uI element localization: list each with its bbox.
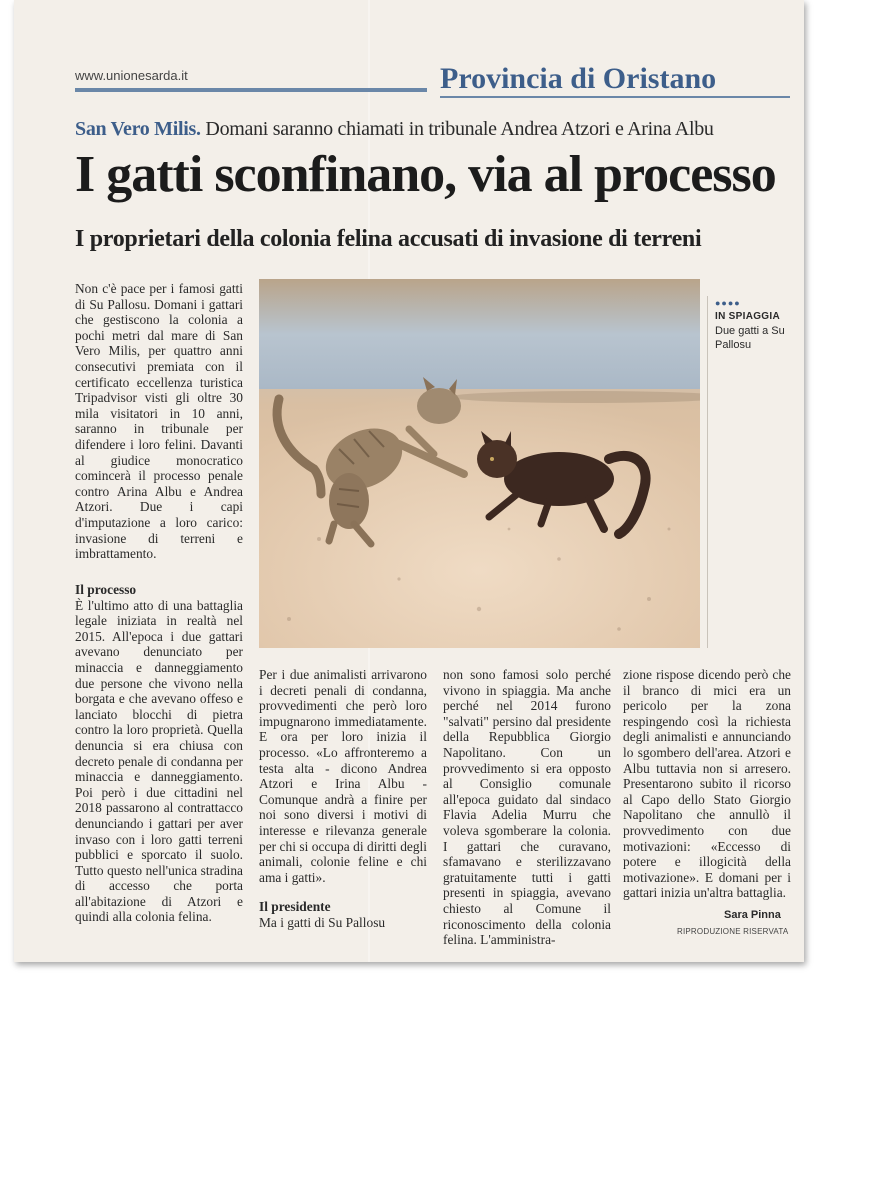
kicker-place: San Vero Milis. [75,118,201,140]
subtitle-presidente: Il presidente [259,899,331,915]
paragraph-animalisti: Per i due animalisti arrivarono i decreti penali di condanna, provvedimenti che però loro impugnarono immediatamente. E ora per loro inizia il processo. «Lo affronteremo a testa alta - dicono Andrea Atzori e Irina Albu - Comunque andrà a finire per noi sono diversi i motivi di interesse e rilevanza generale per chi si occupa di diritti degli animali, colonie feline e chi ama i gatti». [259,667,427,885]
subtitle-processo: Il processo [75,582,137,597]
paragraph-presidente-start: Ma i gatti di Su Pallosu [259,914,386,930]
paragraph-ricorso: zione rispose dicendo però che il branco di mici era un pericolo per la zona respingendo così la richiesta degli animalisti e annunciando lo sgombero dell'area. Atzori e Albu tuttavia non si arresero. Presentarono subito il ricorso al Capo dello Stato Giorgio Napolitano che annullò il provvedimento con due motivazioni: «Eccesso di potere e illogicità della motivazione». E domani per i gattari inizia un'altra battaglia. [623,667,791,901]
cats-photo [259,279,700,648]
caption-divider [707,296,708,648]
paragraph-napolitano: non sono famosi solo perché vivono in spiaggia. Ma anche perché nel 2014 furono "salvati" persino dal presidente della Repubblica Giorgio Napolitano. Con un provvedimento si era opposto al Consiglio comunale all'epoca guidato dal sindaco Flavia Adelia Murru che voleva sgomberare la colonia. I gattari che curavano, sfamavano e sterilizzavano gratuitamente tutti i gatti presenti in spiaggia, avevano chiesto al Comune il riconoscimento della colonia felina. L'amministra- [443,667,611,948]
subheadline: I proprietari della colonia felina accusati di invasione di terreni [75,226,702,252]
paragraph-processo: È l'ultimo atto di una battaglia legale iniziata in realtà nel 2015. All'epoca i due gattari avevano denunciato per minaccia e danneggiamento due persone che vivono nella borgata e che avevano offeso e lanciato blocchi di pietra contro la loro proprietà. Quella denuncia si era chiusa con decreto penale di condanna per minaccia e danneggiamento. Poi però i due cittadini nel 2018 passarono al contrattacco denunciando i gattari per aver invaso con i loro gatti terreni pubblici e sporcato il suolo. Tutto questo nell'unica stradina di accesso che porta all'abitazione di Atzori e quindi alla colonia felina. [75,597,243,925]
caption-text: Due gatti a Su Pallosu [715,325,785,351]
column-2 [259,667,427,931]
headline: I gatti sconfinano, via al processo [75,146,776,203]
rights-notice: RIPRODUZIONE RISERVATA [677,927,789,936]
lead-text: Non c'è pace per i famosi gatti di Su Pallosu. Domani i gattari che gestiscono la colonia a pochi metri dal mare di San Vero Milis, per quattro anni consecutivi premiata con il certificato eccellenza turistica Tripadvisor visti gli oltre 30 mila visitatori in 10 anni, saranno in tribunale per difendere i loro felini. Davanti al giudice monocratico comincerà il processo penale contro Arina Albu e Andrea Atzori. Due i capi d'imputazione a loro carico: invasione di terreni e imbrattamento. [75,281,243,562]
kicker [75,118,714,141]
photo-caption [715,296,805,352]
column-3 [443,667,611,948]
caption-dots-icon: ●●●● [715,298,741,308]
header-rule-right [440,96,790,98]
column-1-continued [75,582,243,925]
site-url: www.unionesarda.it [75,68,188,83]
kicker-text: Domani saranno chiamati in tribunale Andrea Atzori e Arina Albu [205,118,714,140]
column-4 [623,667,791,901]
lead-paragraph [75,281,243,562]
section-title: Provincia di Oristano [440,62,717,95]
caption-title: IN SPIAGGIA [715,311,780,322]
header-rule-left [75,88,427,92]
byline: Sara Pinna [724,909,781,921]
cats-on-beach-image [259,279,700,648]
